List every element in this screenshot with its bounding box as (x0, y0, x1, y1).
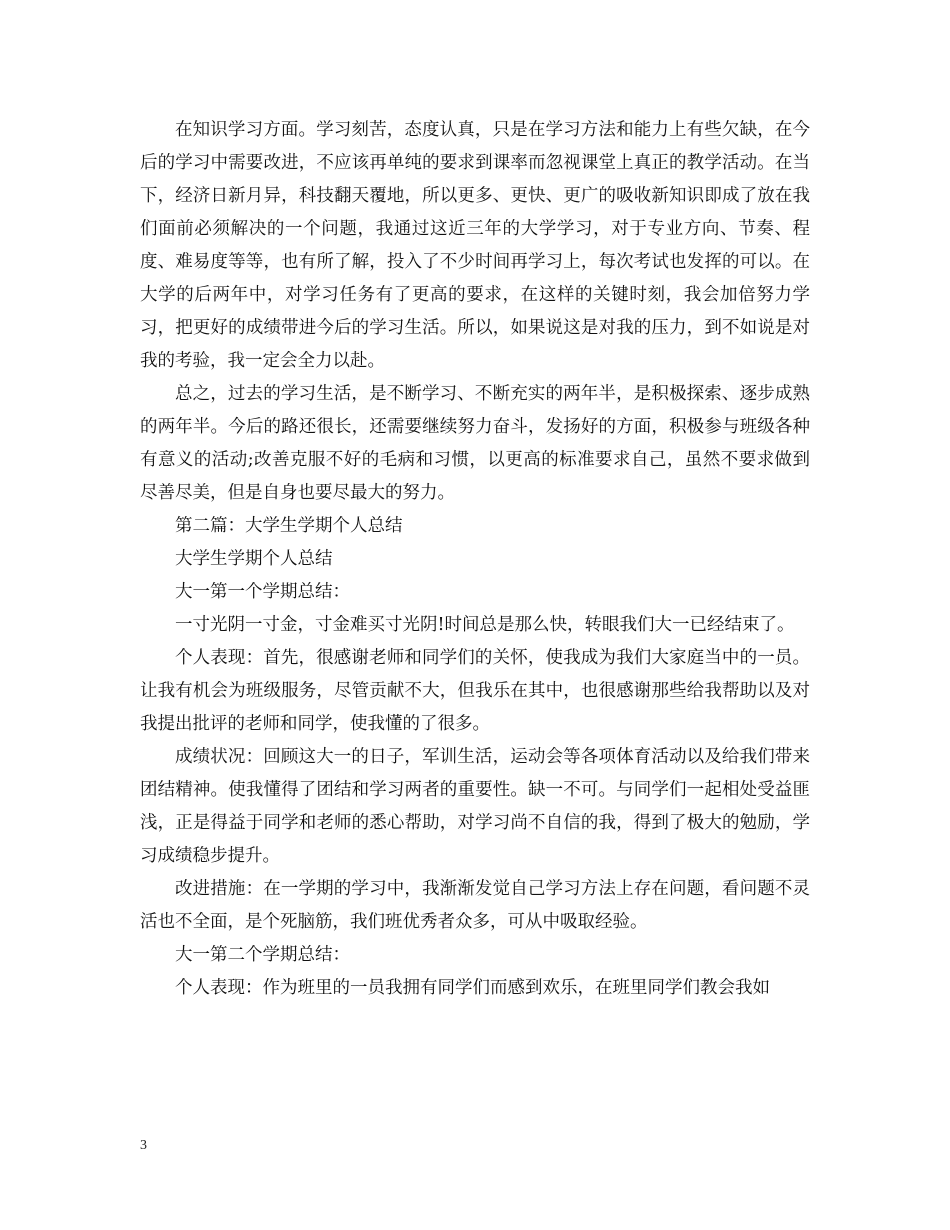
subsection-heading: 大一第一个学期总结： (175, 582, 350, 602)
page-number: 3 (140, 1138, 147, 1153)
section-heading: 第二篇：大学生学期个人总结 (175, 516, 403, 536)
document-body (140, 114, 810, 1005)
paragraph: 成绩状况：回顾这大一的日子，军训生活，运动会等各项体育活动以及给我们带来团结精神。使我懂得了团结和学习两者的重要性。缺一不可。与同学们一起相处受益匪浅，正是得益于同学和老师的悉心帮助，对学习尚不自信的我，得到了极大的勉励，学习成绩稳步提升。 (140, 747, 810, 866)
paragraph: 个人表现：首先，很感谢老师和同学们的关怀，使我成为我们大家庭当中的一员。让我有机会为班级服务，尽管贡献不大，但我乐在其中，也很感谢那些给我帮助以及对我提出批评的老师和同学，使我懂的了很多。 (140, 648, 810, 734)
paragraph: 改进措施：在一学期的学习中，我渐渐发觉自己学习方法上存在问题，看问题不灵活也不全面，是个死脑筋，我们班优秀者众多，可从中吸取经验。 (140, 879, 810, 932)
section-subtitle: 大学生学期个人总结 (175, 549, 333, 569)
subsection-heading: 大一第二个学期总结： (175, 945, 350, 965)
paragraph: 一寸光阴一寸金，寸金难买寸光阴!时间总是那么快，转眼我们大一已经结束了。 (175, 615, 795, 635)
paragraph: 个人表现：作为班里的一员我拥有同学们而感到欢乐，在班里同学们教会我如 (175, 978, 770, 998)
paragraph: 在知识学习方面。学习刻苦，态度认真，只是在学习方法和能力上有些欠缺，在今后的学习中需要改进，不应该再单纯的要求到课率而忽视课堂上真正的教学活动。在当下，经济日新月异，科技翻天覆地，所以更多、更快、更广的吸收新知识即成了放在我们面前必须解决的一个问题，我通过这近三年的大学学习，对于专业方向、节奏、程度、难易度等等，也有所了解，投入了不少时间再学习上，每次考试也发挥的可以。在大学的后两年中，对学习任务有了更高的要求，在这样的关键时刻，我会加倍努力学习，把更好的成绩带进今后的学习生活。所以，如果说这是对我的压力，到不如说是对我的考验，我一定会全力以赴。 (140, 120, 810, 371)
paragraph: 总之，过去的学习生活，是不断学习、不断充实的两年半，是积极探索、逐步成熟的两年半。今后的路还很长，还需要继续努力奋斗，发扬好的方面，积极参与班级各种有意义的活动;改善克服不好的毛病和习惯，以更高的标准要求自己，虽然不要求做到尽善尽美，但是自身也要尽最大的努力。 (140, 384, 810, 503)
